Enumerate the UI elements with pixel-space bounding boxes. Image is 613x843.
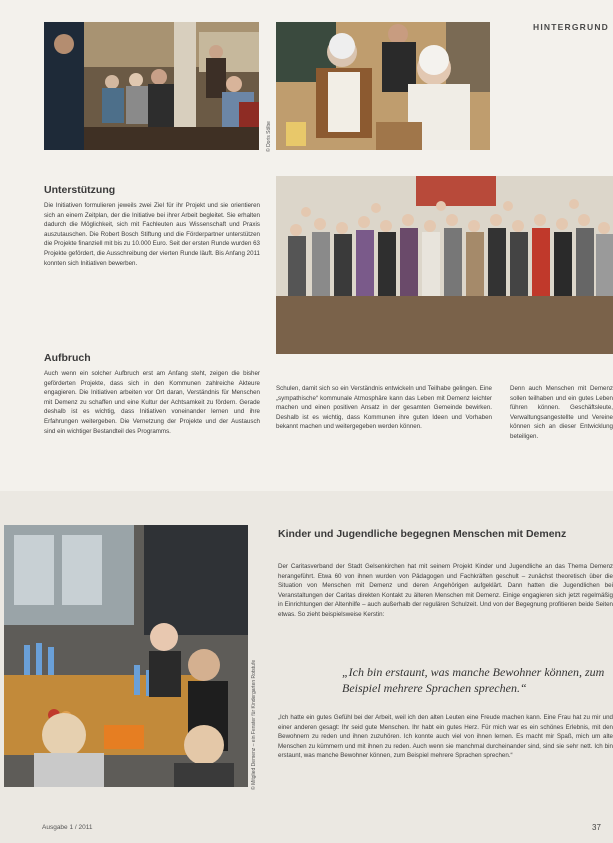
section-tag: HINTERGRUND: [533, 22, 610, 32]
photo-credit-bottom: © Mitglied Demenz – ein Fenster für Kindergarten Rotstufe: [251, 659, 257, 790]
photo-children-with-seniors: [4, 525, 248, 787]
box-intro-text: Der Caritasverband der Stadt Gelsenkirchen hat mit seinem Projekt Kinder und Jugendliche an das Thema Demenz herangeführt. Etwa 60 von ihnen wurden von Pädagogen und Fachkräften geschult – zunächst theoretisch über die Situation von Menschen mit Demenz und deren Angehörigen aufgeklärt. Dann hatten die Jugendlichen bei Veranstaltungen der Caritas direkten Kontakt zu älteren Menschen mit Demenz. Einige engagieren sich jetzt regelmäßig in Einrichtungen der Altenhilfe – auch außerhalb der regulären Schulzeit. Und von der Begegnung profitieren beide Seiten etwas. So zieht beispielsweise Kerstin:: [278, 563, 613, 618]
photo-large-group: [276, 176, 613, 354]
issue-label: Ausgabe 1 / 2011: [42, 824, 93, 831]
box-outro-text: „Ich hatte ein gutes Gefühl bei der Arbeit, weil ich den alten Leuten eine Freude machen kann. Eine Frau hat zu mir und einer anderen gesagt: Ihr seid gute Menschen. Ihr habt ein gutes Herz. Für mich war es ein schönes Erlebnis, mit den Bewohnern zu reden und ihnen zuzuhören. Ich konnte auch viel von ihnen lernen. Es macht mir Spaß, mich um alte Menschen zu kümmern und mit ihnen zu reden. Auch wenn sie manchmal durcheinander sind, sind sie sehr nett. Ich bin erstaunt, was manche Bewohner können, zum Beispiel mehrere Sprachen sprechen.“: [278, 714, 613, 760]
page-number: 37: [592, 823, 601, 832]
photo-two-seniors-talking: [276, 22, 490, 150]
heading-aufbruch: Aufbruch: [44, 352, 91, 364]
text-unterstuetzung: Die Initiativen formulieren jeweils zwei Ziel für ihr Projekt und sie orientieren sich an einem Zeitplan, der die Initiative bei ihrer Arbeit begleitet. Sie erhalten dadurch die Möglichkeit, sich mit Fachleuten aus Wissenschaft und Praxis auszutauschen. Die Robert Bosch Stiftung und die Förderpartner unterstützen die Projekte finanziell mit bis zu 10.000 Euro. Seit der ersten Runde wurden 63 Projekte gefördert, die Ausschreibung der vierten Runde läuft. Bis Anfang 2011 konnten sich Initiativen bewerben.: [44, 202, 260, 267]
box-title: Kinder und Jugendliche begegnen Menschen mit Demenz: [278, 528, 567, 540]
text-aufbruch-col2: Schulen, damit sich so ein Verständnis entwickeln und Teilhabe gelingen. Eine „sympathische“ kommunale Atmosphäre kann das Leben mit Demenz leichter machen und einen positiven Ansatz in der gesamten Gemeinde bewirken. Deshalb ist es wichtig, dass Kommunen ihre guten Ideen und Vorhaben bekannt machen und weitergegeben werden können.: [276, 385, 492, 431]
text-aufbruch-col3: Denn auch Menschen mit Demenz sollen teilhaben und ein gutes Leben führen können. Geschäftsleute, Verwaltungsangestellte und Vereine können sich an dieser Entwicklung beteiligen.: [510, 385, 613, 440]
photo-seniors-group: [44, 22, 259, 150]
text-aufbruch-col1: Auch wenn ein solcher Aufbruch erst am Anfang steht, zeigen die bisher geförderten Projekte, dass sich in den Kommunen zahlreiche Akteure engagieren. Die Initiativen arbeiten vor Ort daran, Verständnis für Menschen mit Demenz zu schaffen und eine Kultur der Achtsamkeit zu fördern. Gerade deshalb ist es wichtig, dass Initiativen voneinander lernen und ihre Erfahrungen weitergeben. Die Vernetzung der Projekte und der Austausch sind ein wichtiger Bestandteil des Programms.: [44, 370, 260, 435]
heading-unterstuetzung: Unterstützung: [44, 184, 116, 196]
photo-credit-top: © Doris Sölbe: [266, 121, 272, 152]
box-quote: „Ich bin erstaunt, was manche Bewohner können, zum Beispiel mehrere Sprachen sprechen.“: [342, 665, 605, 695]
